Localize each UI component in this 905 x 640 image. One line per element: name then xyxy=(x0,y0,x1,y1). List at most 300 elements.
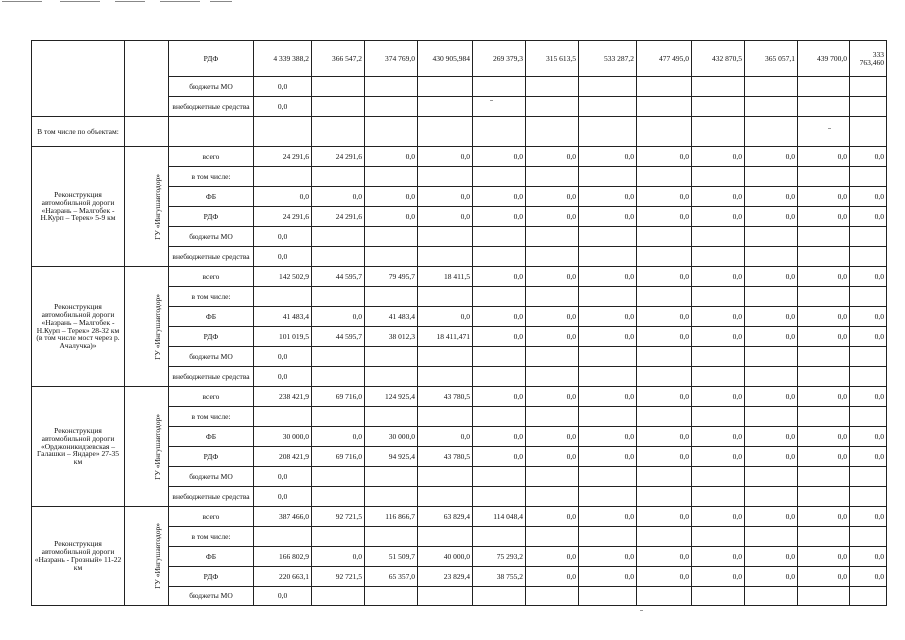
empty-cell xyxy=(526,367,579,387)
value-cell: 374 769,0 xyxy=(365,41,418,77)
empty-cell xyxy=(418,467,473,487)
value-cell: 43 780,5 xyxy=(418,387,473,407)
empty-cell xyxy=(365,587,418,606)
value-cell: 0,0 xyxy=(526,147,579,167)
empty-cell xyxy=(526,77,579,97)
object-name: Реконструкция автомобильной дороги «Орджоникидзевская – Галашки – Яндаре» 27-35 км xyxy=(32,387,125,507)
value-cell: 0,0 xyxy=(798,267,850,287)
funding-table xyxy=(31,40,887,606)
empty-cell xyxy=(745,117,798,147)
empty-cell xyxy=(850,117,887,147)
row-label: внебюджетные средства xyxy=(169,367,254,387)
empty-cell xyxy=(312,287,365,307)
value-cell: 220 663,1 xyxy=(254,567,312,587)
value-cell: 0,0 xyxy=(365,207,418,227)
value-cell: 94 925,4 xyxy=(365,447,418,467)
empty-cell xyxy=(798,97,850,117)
value-cell: 0,0 xyxy=(254,587,312,606)
value-cell: 0,0 xyxy=(850,507,887,527)
object-name: Реконструкция автомобильной дороги «Назрань – Малгобек - Н.Курп – Терек» 28-32 км (в том числе мост через р. Ачалучка)» xyxy=(32,267,125,387)
empty-cell xyxy=(473,227,526,247)
value-cell: 0,0 xyxy=(692,507,745,527)
value-cell: 0,0 xyxy=(526,427,579,447)
empty-cell xyxy=(579,97,637,117)
value-cell: 0,0 xyxy=(365,147,418,167)
empty-cell xyxy=(692,287,745,307)
empty-cell xyxy=(473,287,526,307)
object-name: Реконструкция автомобильной дороги «Назрань – Малгобек - Н.Курп – Терек» 5-9 км xyxy=(32,147,125,267)
row-label: РДФ xyxy=(169,207,254,227)
empty-cell xyxy=(254,407,312,427)
org-name: ГУ «Ингушавтодор» xyxy=(152,293,162,360)
empty-cell xyxy=(637,77,692,97)
empty-cell xyxy=(473,467,526,487)
value-cell: 24 291,6 xyxy=(312,147,365,167)
empty-cell xyxy=(254,167,312,187)
value-cell: 365 057,1 xyxy=(745,41,798,77)
value-cell: 0,0 xyxy=(579,447,637,467)
row-label: ФБ xyxy=(169,547,254,567)
value-cell: 51 509,7 xyxy=(365,547,418,567)
value-cell: 40 000,0 xyxy=(418,547,473,567)
value-cell: 0,0 xyxy=(254,77,312,97)
value-cell: 0,0 xyxy=(637,447,692,467)
empty-cell xyxy=(745,467,798,487)
empty-cell xyxy=(418,167,473,187)
value-cell: 92 721,5 xyxy=(312,567,365,587)
value-cell: 0,0 xyxy=(312,307,365,327)
empty-cell xyxy=(798,347,850,367)
empty-cell xyxy=(798,287,850,307)
row-label: РДФ xyxy=(169,567,254,587)
value-cell: 0,0 xyxy=(418,207,473,227)
empty-cell xyxy=(745,167,798,187)
empty-cell xyxy=(850,77,887,97)
scan-speck xyxy=(490,100,493,101)
empty-cell xyxy=(637,97,692,117)
value-cell: 44 595,7 xyxy=(312,267,365,287)
value-cell: 0,0 xyxy=(526,507,579,527)
value-cell: 0,0 xyxy=(850,207,887,227)
value-cell: 0,0 xyxy=(798,147,850,167)
empty-cell xyxy=(579,487,637,507)
value-cell: 0,0 xyxy=(692,547,745,567)
object-total-row xyxy=(32,387,887,407)
scan-speck xyxy=(828,128,831,129)
value-cell: 0,0 xyxy=(692,327,745,347)
value-cell: 0,0 xyxy=(526,207,579,227)
value-cell: 0,0 xyxy=(365,187,418,207)
value-cell: 0,0 xyxy=(579,427,637,447)
empty-cell xyxy=(473,487,526,507)
value-cell: 315 613,5 xyxy=(526,41,579,77)
empty-cell xyxy=(798,527,850,547)
empty-cell xyxy=(526,347,579,367)
row-label: бюджеты МО xyxy=(169,347,254,367)
value-cell: 0,0 xyxy=(579,567,637,587)
value-cell: 38 012,3 xyxy=(365,327,418,347)
value-cell: 0,0 xyxy=(798,447,850,467)
empty-cell xyxy=(254,527,312,547)
value-cell: 0,0 xyxy=(850,327,887,347)
empty-cell xyxy=(692,467,745,487)
empty-cell xyxy=(850,527,887,547)
value-cell: 0,0 xyxy=(473,207,526,227)
empty-cell xyxy=(473,77,526,97)
row-label: в том числе: xyxy=(169,167,254,187)
scan-top-marks xyxy=(0,0,240,6)
value-cell: 38 755,2 xyxy=(473,567,526,587)
org-name-cell xyxy=(125,267,169,387)
empty-cell xyxy=(692,487,745,507)
empty-cell xyxy=(473,407,526,427)
empty-cell xyxy=(312,97,365,117)
row-label: РДФ xyxy=(169,41,254,77)
scan-speck xyxy=(640,610,643,611)
empty-cell xyxy=(692,587,745,606)
empty-cell xyxy=(692,117,745,147)
empty-cell xyxy=(637,227,692,247)
value-cell: 0,0 xyxy=(254,367,312,387)
empty-cell xyxy=(526,467,579,487)
value-cell: 0,0 xyxy=(526,447,579,467)
empty-cell xyxy=(473,117,526,147)
empty-cell xyxy=(526,167,579,187)
value-cell: 366 547,2 xyxy=(312,41,365,77)
row-label: всего xyxy=(169,147,254,167)
value-cell: 41 483,4 xyxy=(365,307,418,327)
empty-cell xyxy=(365,487,418,507)
empty-cell xyxy=(312,467,365,487)
value-cell: 0,0 xyxy=(798,207,850,227)
value-cell: 101 019,5 xyxy=(254,327,312,347)
empty-cell xyxy=(692,97,745,117)
empty-cell xyxy=(418,77,473,97)
empty-cell xyxy=(312,347,365,367)
empty-cell xyxy=(579,407,637,427)
value-cell: 24 291,6 xyxy=(312,207,365,227)
empty-cell xyxy=(745,407,798,427)
value-cell: 533 287,2 xyxy=(579,41,637,77)
empty-cell xyxy=(798,77,850,97)
value-cell: 0,0 xyxy=(254,97,312,117)
empty-cell xyxy=(745,367,798,387)
value-cell: 0,0 xyxy=(798,307,850,327)
empty-cell xyxy=(365,117,418,147)
value-cell: 0,0 xyxy=(526,187,579,207)
empty-cell xyxy=(798,587,850,606)
value-cell: 0,0 xyxy=(579,307,637,327)
value-cell: 92 721,5 xyxy=(312,507,365,527)
value-cell: 0,0 xyxy=(579,147,637,167)
empty-cell xyxy=(692,247,745,267)
value-cell: 0,0 xyxy=(745,507,798,527)
empty-cell xyxy=(850,247,887,267)
empty-cell xyxy=(850,167,887,187)
value-cell: 0,0 xyxy=(473,307,526,327)
empty-cell xyxy=(798,367,850,387)
empty-cell xyxy=(312,587,365,606)
empty-cell xyxy=(692,527,745,547)
empty-cell xyxy=(637,467,692,487)
value-cell: 0,0 xyxy=(798,567,850,587)
empty-cell xyxy=(254,117,312,147)
empty-cell xyxy=(312,227,365,247)
row-label: в том числе: xyxy=(169,407,254,427)
value-cell: 43 780,5 xyxy=(418,447,473,467)
empty-cell xyxy=(365,97,418,117)
value-cell: 4 339 388,2 xyxy=(254,41,312,77)
empty-cell xyxy=(473,527,526,547)
value-cell: 23 829,4 xyxy=(418,567,473,587)
value-cell: 0,0 xyxy=(526,387,579,407)
empty-cell xyxy=(579,287,637,307)
value-cell: 0,0 xyxy=(798,327,850,347)
value-cell: 0,0 xyxy=(745,427,798,447)
empty-cell xyxy=(745,587,798,606)
empty-cell xyxy=(365,167,418,187)
value-cell: 0,0 xyxy=(692,207,745,227)
empty-cell xyxy=(418,117,473,147)
value-cell: 0,0 xyxy=(692,387,745,407)
value-cell: 0,0 xyxy=(254,227,312,247)
value-cell: 0,0 xyxy=(526,567,579,587)
value-cell: 432 870,5 xyxy=(692,41,745,77)
value-cell: 0,0 xyxy=(637,267,692,287)
value-cell: 0,0 xyxy=(798,547,850,567)
empty-cell xyxy=(850,367,887,387)
value-cell: 142 502,9 xyxy=(254,267,312,287)
value-cell: 124 925,4 xyxy=(365,387,418,407)
empty-cell xyxy=(850,287,887,307)
value-cell: 0,0 xyxy=(745,567,798,587)
empty-cell xyxy=(745,97,798,117)
value-cell: 24 291,6 xyxy=(254,207,312,227)
value-cell: 0,0 xyxy=(579,207,637,227)
empty-cell xyxy=(365,227,418,247)
value-cell: 0,0 xyxy=(579,187,637,207)
empty-cell xyxy=(125,117,169,147)
row-label: РДФ xyxy=(169,327,254,347)
empty-cell xyxy=(637,527,692,547)
empty-cell xyxy=(745,247,798,267)
empty-cell xyxy=(418,247,473,267)
empty-cell xyxy=(365,407,418,427)
row-label: в том числе: xyxy=(169,287,254,307)
value-cell: 0,0 xyxy=(692,267,745,287)
value-cell: 0,0 xyxy=(254,467,312,487)
empty-cell xyxy=(579,77,637,97)
empty-cell xyxy=(312,407,365,427)
value-cell: 0,0 xyxy=(637,187,692,207)
value-cell: 0,0 xyxy=(418,427,473,447)
empty-cell xyxy=(473,367,526,387)
value-cell: 0,0 xyxy=(418,187,473,207)
empty-cell xyxy=(312,367,365,387)
empty-cell xyxy=(312,487,365,507)
empty-cell xyxy=(692,167,745,187)
objects-heading: В том числе по объектам: xyxy=(32,117,125,147)
rdf-summary-row xyxy=(32,41,887,77)
value-cell: 0,0 xyxy=(798,187,850,207)
org-cell-empty xyxy=(125,41,169,117)
empty-cell xyxy=(579,347,637,367)
empty-cell xyxy=(526,227,579,247)
row-label: внебюджетные средства xyxy=(169,247,254,267)
value-cell: 0,0 xyxy=(692,567,745,587)
value-cell: 30 000,0 xyxy=(365,427,418,447)
empty-cell xyxy=(418,487,473,507)
value-cell: 0,0 xyxy=(254,187,312,207)
row-label: в том числе: xyxy=(169,527,254,547)
empty-cell xyxy=(526,97,579,117)
empty-cell xyxy=(798,227,850,247)
empty-cell xyxy=(579,527,637,547)
empty-cell xyxy=(526,527,579,547)
value-cell: 0,0 xyxy=(745,547,798,567)
value-cell: 0,0 xyxy=(745,207,798,227)
objects-heading-row xyxy=(32,117,887,147)
object-cell-empty xyxy=(32,41,125,117)
empty-cell xyxy=(526,407,579,427)
empty-cell xyxy=(526,587,579,606)
row-label: бюджеты МО xyxy=(169,467,254,487)
value-cell: 269 379,3 xyxy=(473,41,526,77)
empty-cell xyxy=(526,487,579,507)
row-label: РДФ xyxy=(169,447,254,467)
empty-cell xyxy=(637,367,692,387)
object-name: Реконструкция автомобильной дороги «Назрань - Грозный» 11-22 км xyxy=(32,507,125,606)
value-cell: 0,0 xyxy=(745,387,798,407)
empty-cell xyxy=(312,117,365,147)
value-cell: 0,0 xyxy=(692,427,745,447)
empty-cell xyxy=(365,347,418,367)
empty-cell xyxy=(418,587,473,606)
empty-cell xyxy=(418,347,473,367)
empty-cell xyxy=(365,287,418,307)
value-cell: 0,0 xyxy=(254,487,312,507)
empty-cell xyxy=(169,117,254,147)
value-cell: 75 293,2 xyxy=(473,547,526,567)
value-cell: 333 763,460 xyxy=(850,41,887,77)
value-cell: 0,0 xyxy=(850,187,887,207)
org-name: ГУ «Ингушавтодор» xyxy=(152,413,162,480)
empty-cell xyxy=(579,467,637,487)
value-cell: 0,0 xyxy=(798,427,850,447)
value-cell: 0,0 xyxy=(692,147,745,167)
org-name-cell xyxy=(125,147,169,267)
object-total-row xyxy=(32,267,887,287)
empty-cell xyxy=(637,487,692,507)
empty-cell xyxy=(637,347,692,367)
empty-cell xyxy=(850,587,887,606)
empty-cell xyxy=(526,247,579,267)
value-cell: 0,0 xyxy=(850,427,887,447)
value-cell: 0,0 xyxy=(579,387,637,407)
empty-cell xyxy=(473,97,526,117)
row-label: всего xyxy=(169,507,254,527)
value-cell: 0,0 xyxy=(254,347,312,367)
value-cell: 0,0 xyxy=(850,387,887,407)
value-cell: 18 411,5 xyxy=(418,267,473,287)
empty-cell xyxy=(798,167,850,187)
empty-cell xyxy=(850,467,887,487)
empty-cell xyxy=(579,367,637,387)
table-body xyxy=(32,41,887,606)
value-cell: 79 495,7 xyxy=(365,267,418,287)
empty-cell xyxy=(365,467,418,487)
value-cell: 208 421,9 xyxy=(254,447,312,467)
value-cell: 0,0 xyxy=(526,307,579,327)
empty-cell xyxy=(526,287,579,307)
empty-cell xyxy=(365,527,418,547)
value-cell: 0,0 xyxy=(850,447,887,467)
empty-cell xyxy=(692,227,745,247)
value-cell: 0,0 xyxy=(692,447,745,467)
empty-cell xyxy=(745,287,798,307)
value-cell: 0,0 xyxy=(526,267,579,287)
value-cell: 114 048,4 xyxy=(473,507,526,527)
value-cell: 430 905,984 xyxy=(418,41,473,77)
value-cell: 44 595,7 xyxy=(312,327,365,347)
row-label: ФБ xyxy=(169,187,254,207)
value-cell: 0,0 xyxy=(473,447,526,467)
empty-cell xyxy=(637,587,692,606)
empty-cell xyxy=(745,227,798,247)
value-cell: 0,0 xyxy=(850,267,887,287)
empty-cell xyxy=(692,407,745,427)
empty-cell xyxy=(254,287,312,307)
value-cell: 0,0 xyxy=(473,147,526,167)
empty-cell xyxy=(637,407,692,427)
row-label: бюджеты МО xyxy=(169,77,254,97)
value-cell: 0,0 xyxy=(637,547,692,567)
value-cell: 0,0 xyxy=(526,327,579,347)
value-cell: 0,0 xyxy=(418,147,473,167)
value-cell: 238 421,9 xyxy=(254,387,312,407)
value-cell: 0,0 xyxy=(637,207,692,227)
empty-cell xyxy=(798,467,850,487)
empty-cell xyxy=(365,247,418,267)
value-cell: 69 716,0 xyxy=(312,447,365,467)
value-cell: 116 866,7 xyxy=(365,507,418,527)
value-cell: 0,0 xyxy=(637,427,692,447)
value-cell: 477 495,0 xyxy=(637,41,692,77)
value-cell: 0,0 xyxy=(312,187,365,207)
value-cell: 166 802,9 xyxy=(254,547,312,567)
value-cell: 0,0 xyxy=(798,507,850,527)
empty-cell xyxy=(745,77,798,97)
value-cell: 0,0 xyxy=(850,307,887,327)
empty-cell xyxy=(473,347,526,367)
empty-cell xyxy=(418,227,473,247)
value-cell: 439 700,0 xyxy=(798,41,850,77)
row-label: бюджеты МО xyxy=(169,227,254,247)
value-cell: 0,0 xyxy=(579,547,637,567)
value-cell: 0,0 xyxy=(637,567,692,587)
empty-cell xyxy=(365,77,418,97)
value-cell: 0,0 xyxy=(850,547,887,567)
value-cell: 0,0 xyxy=(254,247,312,267)
empty-cell xyxy=(850,97,887,117)
empty-cell xyxy=(312,77,365,97)
value-cell: 0,0 xyxy=(745,307,798,327)
empty-cell xyxy=(418,97,473,117)
empty-cell xyxy=(692,367,745,387)
value-cell: 65 357,0 xyxy=(365,567,418,587)
empty-cell xyxy=(418,367,473,387)
value-cell: 0,0 xyxy=(473,427,526,447)
